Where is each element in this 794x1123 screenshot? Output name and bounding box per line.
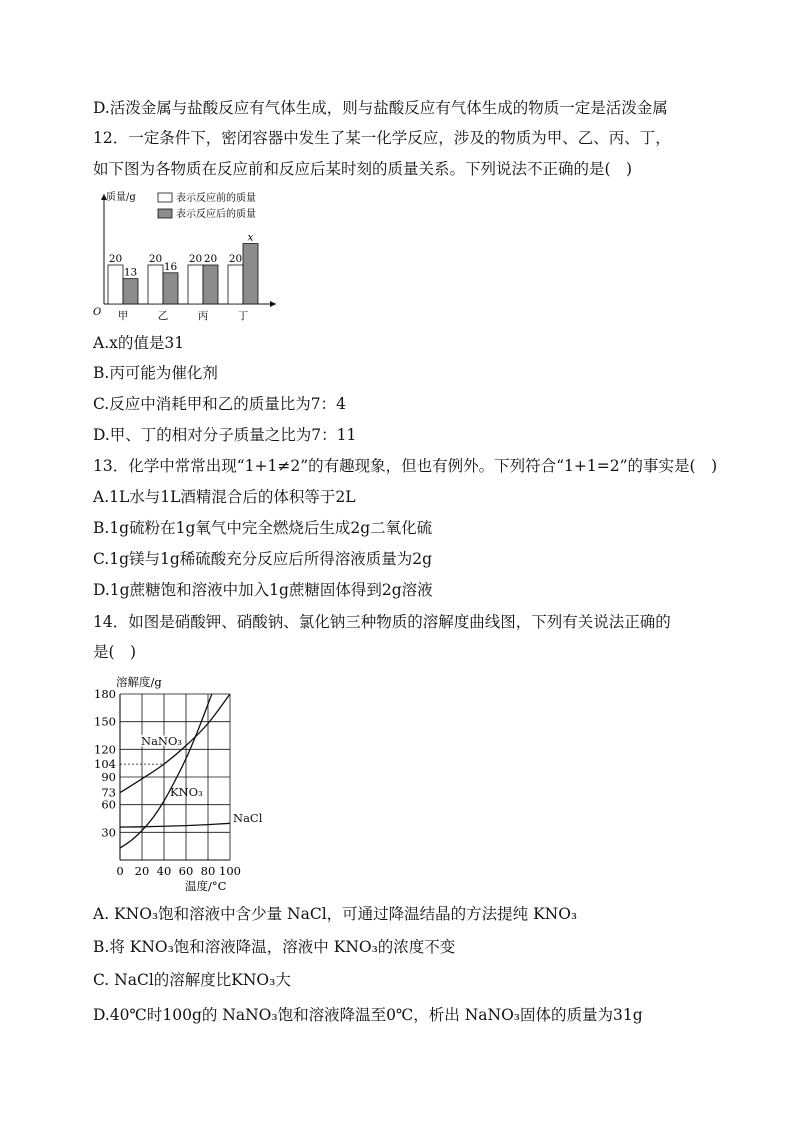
- x-tick-label-4: 80: [200, 864, 216, 878]
- q14-stem-1: 14．如图是硝酸钾、硝酸钠、氯化钠三种物质的溶解度曲线图，下列有关说法正确的: [93, 613, 671, 631]
- y-tick-label-3: 90: [101, 770, 116, 784]
- category-label-0: 甲: [117, 310, 129, 322]
- bar-label-before-2: 20: [188, 253, 203, 265]
- category-label-2: 丙: [197, 310, 209, 322]
- q12-stem-1: 12．一定条件下，密闭容器中发生了某一化学反应，涉及的物质为甲、乙、丙、丁，: [93, 129, 671, 147]
- q13-option-c: C.1g镁与1g稀硫酸充分反应后所得溶液质量为2g: [93, 550, 433, 568]
- bar-after-3: [243, 244, 258, 304]
- q12-option-d: D.甲、丁的相对分子质量之比为7：11: [93, 426, 357, 444]
- bar-label-after-0: 13: [123, 266, 138, 279]
- x-tick-label-3: 60: [178, 864, 194, 878]
- legend-swatch-after: [158, 209, 172, 218]
- q12-option-a: A.x的值是31: [93, 334, 185, 352]
- category-label-1: 乙: [157, 310, 169, 322]
- origin-label: O: [93, 307, 102, 318]
- x-tick-label-5: 100: [219, 864, 241, 878]
- y-axis-label: 溶解度/g: [116, 675, 162, 689]
- mass-bar-chart: [88, 188, 288, 328]
- q12-stem-2: 如下图为各物质在反应前和反应后某时刻的质量关系。下列说法不正确的是( ): [93, 160, 633, 178]
- curve-1: [120, 672, 230, 848]
- q14-option-b: B.将 KNO₃饱和溶液降温，溶液中 KNO₃的浓度不变: [93, 938, 456, 956]
- x-tick-label-1: 20: [134, 864, 150, 878]
- legend-swatch-before: [158, 193, 172, 202]
- q12-option-b: B.丙可能为催化剂: [93, 364, 218, 382]
- bar-before-3: [228, 265, 243, 304]
- q14-option-a: A. KNO₃饱和溶液中含少量 NaCl，可通过降温结晶的方法提纯 KNO₃: [93, 905, 578, 923]
- bar-label-before-0: 20: [108, 253, 123, 265]
- y-tick-label-7: 180: [94, 687, 116, 701]
- q11-option-d: D.活泼金属与盐酸反应有气体生成，则与盐酸反应有气体生成的物质一定是活泼金属: [93, 99, 668, 117]
- y-tick-label-2: 73: [101, 785, 116, 800]
- q14-option-c: C. NaCl的溶解度比KNO₃大: [93, 971, 291, 989]
- category-label-3: 丁: [237, 310, 249, 322]
- bar-label-after-2: 20: [203, 253, 218, 265]
- y-axis-label: 质量/g: [106, 192, 136, 203]
- solubility-chart: [90, 672, 290, 894]
- x-axis-label: 温度/°C: [185, 879, 227, 893]
- curve-label-0: NaNO₃: [141, 734, 183, 748]
- x-tick-label-0: 0: [116, 864, 124, 878]
- bar-before-1: [148, 265, 163, 304]
- bar-label-after-1: 16: [163, 260, 178, 273]
- y-tick-label-4: 104: [94, 757, 116, 772]
- legend-before: 表示反应前的质量: [176, 193, 256, 204]
- bar-after-1: [163, 273, 178, 304]
- bar-label-before-3: 20: [228, 253, 243, 265]
- y-tick-label-5: 120: [94, 742, 116, 757]
- curve-label-1: KNO₃: [170, 785, 203, 799]
- bar-before-2: [188, 265, 203, 304]
- q13-option-a: A.1L水与1L酒精混合后的体积等于2L: [93, 488, 356, 506]
- curve-2: [120, 823, 230, 827]
- y-tick-label-6: 150: [94, 714, 116, 729]
- q13-option-d: D.1g蔗糖饱和溶液中加入1g蔗糖固体得到2g溶液: [93, 581, 433, 599]
- legend-after: 表示反应后的质量: [176, 209, 256, 220]
- q14-stem-2: 是( ): [93, 643, 137, 661]
- y-tick-label-1: 60: [101, 797, 116, 812]
- bar-label-after-3: x: [247, 231, 254, 244]
- bar-after-0: [123, 279, 138, 304]
- q13-option-b: B.1g硫粉在1g氧气中完全燃烧后生成2g二氧化硫: [93, 519, 433, 537]
- x-tick-label-2: 40: [156, 864, 172, 878]
- curve-label-2: NaCl: [233, 811, 263, 825]
- q12-option-c: C.反应中消耗甲和乙的质量比为7：4: [93, 395, 346, 413]
- bar-after-2: [203, 265, 218, 304]
- q13-stem: 13．化学中常常出现“1+1≠2”的有趣现象，但也有例外。下列符合“1+1=2”的事实是( ): [93, 457, 718, 475]
- q14-option-d: D.40℃时100g的 NaNO₃饱和溶液降温至0℃，析出 NaNO₃固体的质量为31g: [93, 1006, 643, 1024]
- bar-before-0: [108, 265, 123, 304]
- y-tick-label-0: 30: [101, 825, 116, 840]
- bar-label-before-1: 20: [148, 253, 163, 265]
